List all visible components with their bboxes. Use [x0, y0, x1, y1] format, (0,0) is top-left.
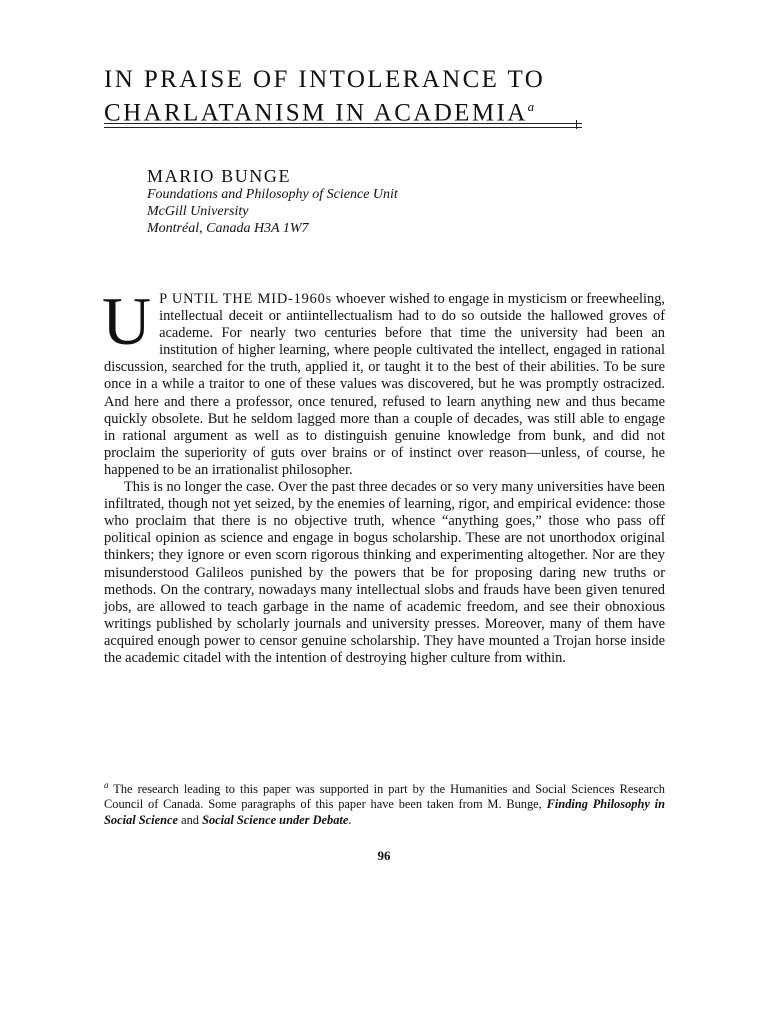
paragraph-1-text: whoever wished to engage in mysticism or freewheeling, intellectual deceit or antiintellectualism had to do so outside the hallowed groves of academe. For nearly two centuries before that time the university had been an institution of higher learning, where people cultivated the intellect, engaged in rational discussion, searched for the truth, applied it, or taught it to the best of their abilities. To be sure once in a while a traitor to one of these values was discovered, but he was promptly ostracized. And here and there a professor, once tenured, refused to learn anything new and thus became quickly obsolete. But he seldom lagged more than a couple of decades, was still able to engage in rational argument as well as to distinguish genuine knowledge from bunk, and did not proclaim the superiority of guts over brains or of instinct over reason—unless, of course, he happened to be an irrationalist philosopher.	[104, 291, 666, 478]
footnote-book-2: Social Science under Debate	[202, 812, 349, 827]
author-name: MARIO BUNGE	[147, 166, 292, 186]
title-rule-bottom	[104, 127, 582, 128]
footnote-text-before: The research leading to this paper was supported in part by the Humanities and Social Sciences Research Council of Canada. Some paragraphs of this paper have been taken from M. Bunge,	[104, 782, 665, 812]
footnote-book-1: Finding Philosophy in Social Science	[104, 797, 665, 827]
affiliation-unit: Foundations and Philosophy of Science Unit	[147, 187, 398, 202]
affiliation-address: Montréal, Canada H3A 1W7	[147, 221, 309, 236]
title-footnote-mark: a	[527, 99, 535, 114]
article-body	[102, 283, 666, 667]
title-rule-top	[104, 123, 582, 124]
paragraph-2: This is no longer the case. Over the past three decades or so very many universities have been infiltrated, though not yet seized, by the enemies of learning, rigor, and empirical evidence: those who proclaim that there is no objective truth, whence “anything goes,” those who pass off political opinion as science and engage in bogus scholarship. These are not unorthodox original thinkers; they ignore or even scorn rigorous thinking and experimenting altogether. Nor are they misunderstood Galileos punished by the powers that be for proposing daring new truths or methods. On the contrary, nowadays many intellectual slobs and frauds have been given tenured jobs, are allowed to teach garbage in the name of academic freedom, and see their obnoxious writings published by scholarly journals and university presses. Moreover, many of them have acquired enough power to censor genuine scholarship. They have mounted a Trojan horse inside the academic citadel with the intention of destroying higher culture from within.	[104, 479, 665, 666]
footnote-joiner: and	[178, 812, 203, 827]
article-title	[104, 66, 704, 126]
title-line-1: IN PRAISE OF INTOLERANCE TO	[104, 66, 546, 93]
footnote	[104, 778, 665, 828]
title-rule-end	[576, 120, 577, 129]
author-affiliation	[147, 186, 398, 237]
footnote-text-after: .	[348, 812, 352, 827]
footnote-mark: a	[104, 780, 109, 790]
drop-cap: U	[102, 283, 152, 359]
affiliation-university: McGill University	[147, 204, 249, 219]
page-number: 96	[377, 848, 391, 863]
paragraph-1	[102, 283, 666, 479]
lead-in-smallcaps: P UNTIL THE MID-1960s	[159, 291, 332, 307]
title-line-2: CHARLATANISM IN ACADEMIA	[104, 99, 528, 127]
